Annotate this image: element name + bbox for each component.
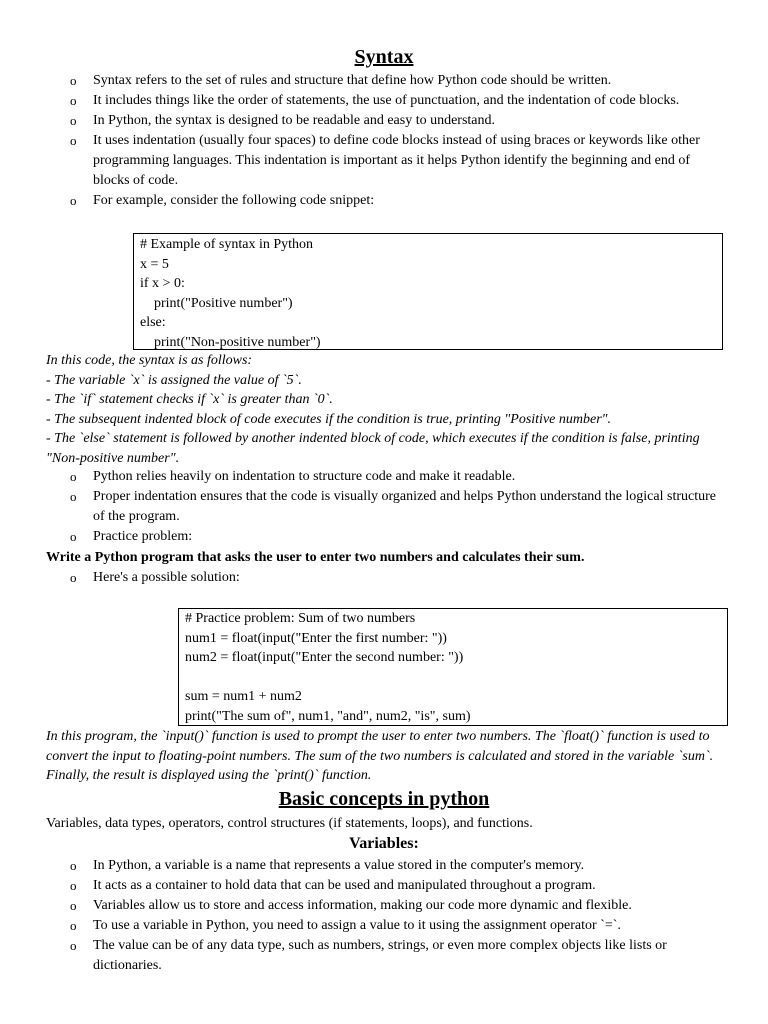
- list-item: o Syntax refers to the set of rules and structure that define how Python code should be written.: [70, 71, 720, 91]
- code-snippet-2: # Practice problem: Sum of two numbers num1 = float(input("Enter the first number: ")) num2 = float(input("Enter the second number: ")) sum = num1 + num2 print("The sum of", num1, "and", num2, "is", sum): [178, 608, 728, 726]
- practice-problem: Write a Python program that asks the user to enter two numbers and calculates their sum.: [46, 550, 585, 565]
- program-explanation: In this program, the `input()` function is used to prompt the user to enter two numbers. The `float()` function is used to convert the input to floating-point numbers. The sum of the two numbers is calculated and stored in the variable `sum`. Finally, the result is displayed using the `print()` function.: [46, 729, 714, 783]
- list-item: o Practice problem:: [70, 527, 720, 547]
- explanation-line: - The `else` statement is followed by another indented block of code, which executes if the condition is false, printing "Non-positive number".: [46, 431, 700, 466]
- list-item: o The value can be of any data type, such as numbers, strings, or even more complex objects like lists or dictionaries.: [70, 936, 720, 976]
- explanation-line: - The `if` statement checks if `x` is greater than `0`.: [46, 392, 333, 407]
- list-item: o To use a variable in Python, you need to assign a value to it using the assignment operator `=`.: [70, 916, 720, 936]
- list-item: o For example, consider the following code snippet:: [70, 191, 720, 211]
- variables-bullets: [70, 856, 720, 976]
- list-item: o In Python, a variable is a name that represents a value stored in the computer's memory.: [70, 856, 720, 876]
- list-item: o It acts as a container to hold data that can be used and manipulated throughout a program.: [70, 876, 720, 896]
- syntax-bullets-1: [70, 71, 720, 211]
- syntax-bullets-2: [70, 467, 720, 547]
- list-item: o It uses indentation (usually four spaces) to define code blocks instead of using braces or keywords like other programming languages. This indentation is important as it helps Python identify the beginning and end of blocks of code.: [70, 131, 720, 191]
- list-item: o Here's a possible solution:: [70, 568, 720, 588]
- basic-concepts-intro: Variables, data types, operators, control structures (if statements, loops), and functions.: [46, 816, 533, 831]
- explanation-line: In this code, the syntax is as follows:: [46, 353, 253, 368]
- explanation-line: - The subsequent indented block of code executes if the condition is true, printing "Positive number".: [46, 411, 612, 427]
- syntax-explanation: [46, 351, 726, 468]
- code-snippet-1: # Example of syntax in Python x = 5 if x > 0: print("Positive number") else: print("Non-positive number"): [133, 233, 723, 350]
- syntax-title: Syntax: [354, 46, 414, 68]
- basic-concepts-title: Basic concepts in python: [278, 788, 490, 810]
- explanation-line: - The variable `x` is assigned the value of `5`.: [46, 372, 302, 388]
- list-item: o Proper indentation ensures that the code is visually organized and helps Python understand the logical structure of the program.: [70, 487, 720, 527]
- list-item: o In Python, the syntax is designed to be readable and easy to understand.: [70, 111, 720, 131]
- list-item: o Variables allow us to store and access information, making our code more dynamic and flexible.: [70, 896, 720, 916]
- syntax-bullets-3: [70, 568, 720, 588]
- list-item: o Python relies heavily on indentation to structure code and make it readable.: [70, 467, 720, 487]
- variables-heading: Variables:: [349, 835, 419, 852]
- list-item: o It includes things like the order of statements, the use of punctuation, and the indentation of code blocks.: [70, 91, 720, 111]
